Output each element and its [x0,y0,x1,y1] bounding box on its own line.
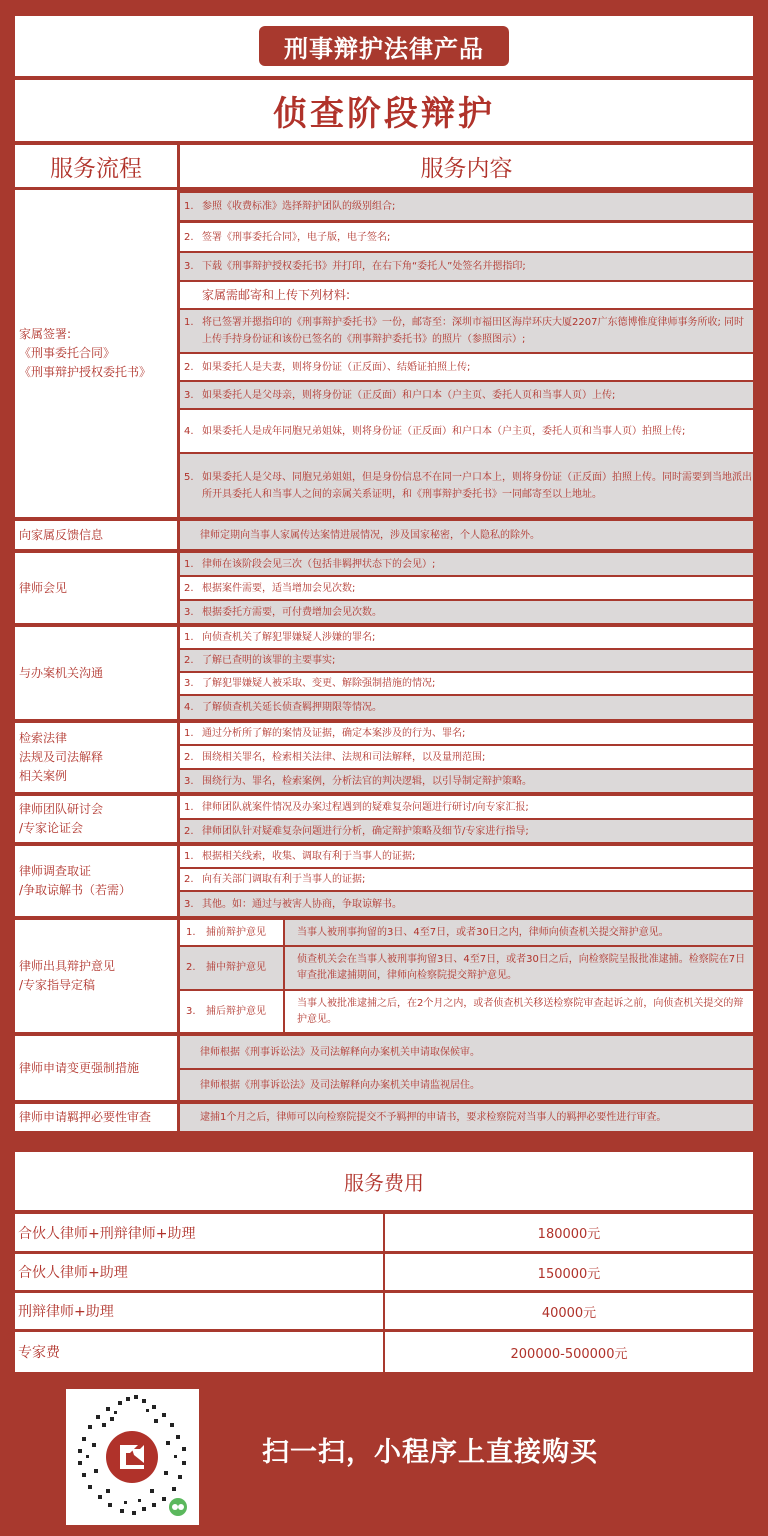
label-line: 律师团队研讨会 [19,802,104,816]
fee-price: 180000元 [385,1214,753,1251]
materials-subheading: 家属需邮寄和上传下列材料: [180,282,753,308]
label-line: 《刑事辩护授权委托书》 [19,365,152,379]
label-communicate: 与办案机关沟通 [15,627,177,719]
purchase-cta-text: 扫一扫，小程序上直接购买 [262,1437,598,1468]
list-item: 3. 其他。如：通过与被害人协商，争取谅解书。 [180,892,753,916]
fees-title: 服务费用 [15,1152,753,1210]
list-item: 1. 律师在该阶段会见三次（包括非羁押状态下的会见）; [180,553,753,575]
list-item: 2. 根据案件需要，适当增加会见次数; [180,577,753,599]
label-research [15,723,177,792]
list-item: 4. 如果委托人是成年同胞兄弟姐妹，则将身份证（正反面）和户口本（户主页，委托人页和当事人页）拍照上传; [180,410,753,452]
list-item: 2. 了解已查明的该罪的主要事实; [180,650,753,671]
list-item: 3. 围绕行为、罪名，检索案例，分析法官的判决逻辑，以引导制定辩护策略。 [180,770,753,792]
opinion-text-cell: 侦查机关会在当事人被刑事拘留3日、4至7日，或者30日之后，向检察院呈报批准逮捕。检察院在7日审查批准逮捕期间，律师向检察院提交辩护意见。 [285,947,753,989]
qr-pattern-icon [66,1389,199,1525]
label-line: /争取谅解书（若需） [19,883,132,897]
page-title: 侦查阶段辩护 [15,80,753,141]
list-item: 1. 通过分析所了解的案情及证据，确定本案涉及的行为、罪名; [180,723,753,744]
fee-price: 200000-500000元 [385,1332,753,1372]
list-item: 2. 围绕相关罪名，检索相关法律、法规和司法解释，以及量刑范围; [180,746,753,768]
list-item: 2. 向有关部门调取有利于当事人的证据; [180,869,753,890]
column-header-process: 服务流程 [15,145,177,187]
list-item: 3. 如果委托人是父母亲，则将身份证（正反面）和户口本（户主页、委托人页和当事人页）上传; [180,382,753,408]
detention-text: 逮捕1个月之后，律师可以向检察院提交不予羁押的申请书，要求检察院对当事人的羁押必要性进行审查。 [180,1104,753,1131]
list-item: 1. 根据相关线索，收集、调取有利于当事人的证据; [180,846,753,867]
label-line: 检索法律 [19,731,68,745]
list-item: 1. 律师团队就案件情况及办案过程遇到的疑难复杂问题进行研讨/向专家汇报; [180,796,753,818]
fee-price: 150000元 [385,1254,753,1290]
list-item: 2. 签署《刑事委托合同》，电子版，电子签名; [180,223,753,251]
list-item: 3. 了解犯罪嫌疑人被采取、变更、解除强制措施的情况; [180,673,753,694]
label-line: /专家论证会 [19,821,84,835]
list-item: 1. 将已签署并摁指印的《刑事辩护委托书》一份，邮寄至：深圳市福田区海岸环庆大厦2207广东德博惟度律师事务所收; 同时上传手持身份证和该份已签名的《刑事辩护委托书》的照片（参照图示）; [180,310,753,352]
fee-plan: 合伙人律师+助理 [15,1254,383,1290]
product-pill: 刑事辩护法律产品 [259,26,509,66]
column-header-content: 服务内容 [180,145,753,187]
label-line: /专家指导定稿 [19,978,96,992]
opinion-name-cell: 3. 捕后辩护意见 [180,991,283,1032]
label-line: 相关案例 [19,769,68,783]
list-item: 5. 如果委托人是父母、同胞兄弟姐姐，但是身份信息不在同一户口本上，则将身份证（正反面）拍照上传。同时需要到当地派出所开具委托人和当事人之间的亲属关系证明，和《刑事辩护委托书》一同邮寄至以上地址。 [180,454,753,517]
list-item: 3. 根据委托方需要，可付费增加会见次数。 [180,601,753,623]
list-item: 1. 向侦查机关了解犯罪嫌疑人涉嫌的罪名; [180,627,753,648]
fee-plan: 专家费 [15,1332,383,1372]
list-item: 律师根据《刑事诉讼法》及司法解释向办案机关申请监视居住。 [180,1070,753,1100]
fee-plan: 合伙人律师+刑辩律师+助理 [15,1214,383,1251]
list-item: 律师根据《刑事诉讼法》及司法解释向办案机关申请取保候审。 [180,1036,753,1068]
list-item: 4. 了解侦查机关延长侦查羁押期限等情况。 [180,696,753,719]
fee-price: 40000元 [385,1293,753,1329]
opinion-text-cell: 当事人被刑事拘留的3日、4至7日，或者30日之内，律师向侦查机关提交辩护意见。 [285,920,753,945]
list-item: 3. 下载《刑事辩护授权委托书》并打印，在右下角“委托人”处签名并摁指印; [180,253,753,280]
opinion-name-cell: 1. 捕前辩护意见 [180,920,283,945]
label-seminar [15,796,177,842]
top-header [15,16,753,76]
mini-program-qr-code[interactable] [66,1389,199,1525]
label-line: 《刑事委托合同》 [19,346,116,360]
label-detention: 律师申请羁押必要性审查 [15,1104,177,1131]
label-line: 法规及司法解释 [19,750,104,764]
opinion-text-cell: 当事人被批准逮捕之后，在2个月之内，或者侦查机关移送检察院审查起诉之前，向侦查机关提交的辩护意见。 [285,991,753,1032]
label-feedback: 向家属反馈信息 [15,521,177,549]
list-item: 2. 如果委托人是夫妻，则将身份证（正反面）、结婚证拍照上传; [180,354,753,380]
label-line: 律师出具辩护意见 [19,959,116,973]
fee-plan: 刑辩律师+助理 [15,1293,383,1329]
label-meeting: 律师会见 [15,553,177,623]
list-item: 1. 参照《收费标准》选择辩护团队的级别组合; [180,193,753,220]
label-family-sign [15,190,177,517]
feedback-text: 律师定期向当事人家属传达案情进展情况，涉及国家秘密，个人隐私的除外。 [180,521,753,549]
label-opinion [15,920,177,1032]
list-item: 2. 律师团队针对疑难复杂问题进行分析，确定辩护策略及细节/专家进行指导; [180,820,753,842]
label-investigate [15,846,177,916]
label-change: 律师申请变更强制措施 [15,1036,177,1100]
label-line: 律师调查取证 [19,864,92,878]
label-line: 家属签署: [19,327,72,341]
opinion-name-cell: 2. 捕中辩护意见 [180,947,283,989]
